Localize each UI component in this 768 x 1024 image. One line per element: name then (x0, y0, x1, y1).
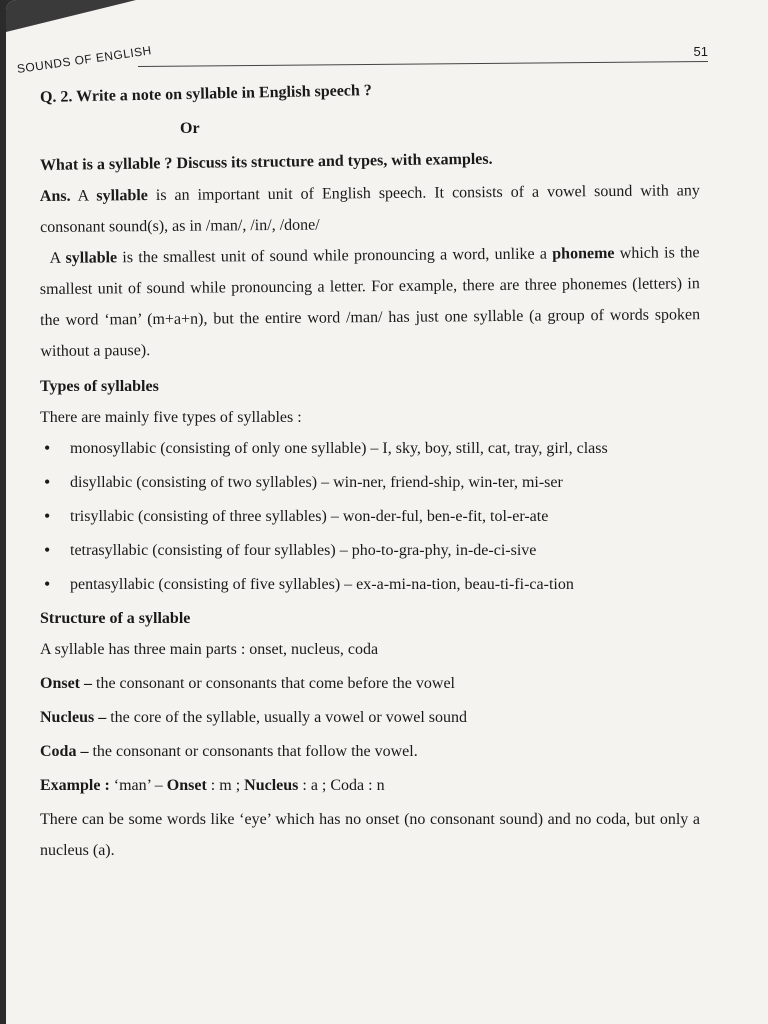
structure-example (40, 770, 700, 801)
answer-p1-term: syllable (96, 187, 148, 205)
book-page (6, 0, 768, 1024)
list-item: • trisyllabic (consisting of three syllables) – won-der-ful, ben-e-fit, tol-er-ate (40, 501, 700, 532)
list-item: • disyllabic (consisting of two syllables) – win-ner, friend-ship, win-ter, mi-ser (40, 467, 700, 498)
list-item: • tetrasyllabic (consisting of four syllables) – pho-to-gra-phy, in-de-ci-sive (40, 535, 700, 566)
example-nucleus-label: Nucleus (244, 777, 299, 794)
answer-paragraph-1 (40, 175, 701, 243)
page-corner-shadow (6, 0, 136, 32)
answer-p2-lead: A (49, 249, 61, 267)
example-word: ‘man’ – (113, 777, 163, 794)
example-onset-val: : m ; (210, 777, 241, 794)
types-heading: Types of syllables (40, 378, 159, 395)
onset-term: Onset – (40, 675, 92, 692)
example-label: Example : (40, 777, 110, 794)
nucleus-def: the core of the syllable, usually a vowel or vowel sound (110, 709, 468, 726)
types-intro: There are mainly five types of syllables : (40, 409, 302, 426)
question-alt: What is a syllable ? Discuss its structure and types, with examples. (39, 150, 493, 174)
page-content (40, 82, 700, 866)
structure-intro: A syllable has three main parts : onset, nucleus, coda (40, 641, 379, 658)
answer-p2-rest: which is the smallest unit of sound while pronouncing a letter. For example, there are three phonemes (letters) in the word ‘man’ (m+a+n), but the entire word /man/ has just one syllable (a group of words spoken without a pause). (39, 244, 701, 360)
structure-coda (40, 736, 700, 767)
coda-term: Coda – (40, 743, 89, 760)
page-number: 51 (693, 44, 708, 59)
question-label: Q. 2. (39, 88, 73, 106)
types-list (40, 433, 700, 600)
running-head: SOUNDS OF ENGLISH (16, 43, 153, 76)
answer-paragraph-2 (39, 237, 700, 367)
answer-p2-mid: is the smallest unit of sound while pronouncing a word, unlike a (122, 245, 548, 267)
answer-p2-term2: phoneme (552, 244, 615, 263)
structure-onset (40, 668, 700, 699)
header-rule (138, 61, 708, 67)
example-onset-label: Onset (166, 777, 207, 794)
question-text: Write a note on syllable in English speech ? (75, 82, 373, 106)
list-item: • pentasyllabic (consisting of five syllables) – ex-a-mi-na-tion, beau-ti-fi-ca-tion (40, 569, 700, 600)
structure-closing: There can be some words like ‘eye’ which has no onset (no consonant sound) and no coda, but only a nucleus (a). (40, 811, 700, 859)
coda-def: the consonant or consonants that follow the vowel. (92, 743, 418, 760)
nucleus-term: Nucleus – (40, 709, 107, 726)
answer-p1-rest: is an important unit of English speech. It consists of a vowel sound with any consonant sound(s), as in /man/, /in/, /done/ (40, 182, 700, 236)
example-nucleus-val: : a ; Coda : n (302, 777, 385, 794)
onset-def: the consonant or consonants that come before the vowel (96, 675, 455, 692)
answer-p1-lead: A (77, 187, 89, 205)
list-item: • monosyllabic (consisting of only one syllable) – I, sky, boy, still, cat, tray, girl, class (40, 433, 700, 464)
structure-heading: Structure of a syllable (40, 610, 191, 627)
answer-p2-term: syllable (65, 249, 118, 267)
structure-nucleus (40, 702, 700, 733)
question-or: Or (180, 120, 200, 137)
answer-label: Ans. (39, 187, 71, 206)
